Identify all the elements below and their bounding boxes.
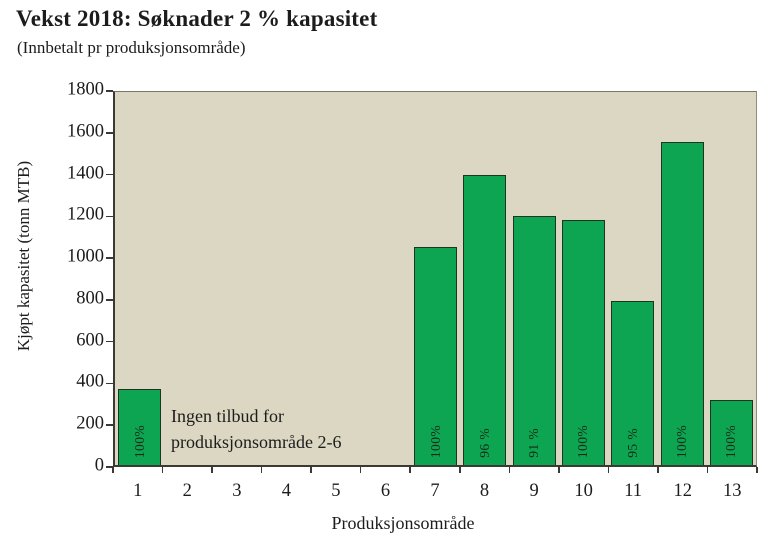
x-tick-label: 1 (133, 481, 143, 501)
bar-area-7 (414, 247, 457, 465)
bar-percent-label-wrap (464, 428, 505, 458)
plot-area (113, 91, 757, 467)
bar-area-13 (710, 400, 753, 465)
x-tick-mark (112, 467, 114, 473)
bar-percent-label-wrap (415, 425, 456, 458)
bar-percent-label-wrap (711, 425, 752, 458)
bar-percent-label: 95 % (624, 428, 640, 458)
x-tick-mark (558, 467, 560, 473)
bar-area-10 (562, 220, 605, 465)
x-tick-mark (459, 467, 461, 473)
bar-area-12 (661, 142, 704, 465)
bar-area-11 (611, 301, 654, 465)
x-tick-label: 10 (574, 481, 593, 501)
x-tick-label: 5 (331, 481, 341, 501)
bar-percent-label-wrap (119, 425, 160, 458)
chart-title: Vekst 2018: Søknader 2 % kapasitet (16, 6, 378, 31)
x-tick-mark (756, 467, 758, 473)
x-tick-mark (162, 467, 164, 473)
y-tick-mark (106, 257, 113, 259)
x-tick-label: 7 (430, 481, 440, 501)
x-tick-mark (310, 467, 312, 473)
y-tick-mark (106, 90, 113, 92)
annotation-line-1: Ingen tilbud for (171, 406, 284, 426)
x-tick-mark (360, 467, 362, 473)
x-tick-mark (211, 467, 213, 473)
x-tick-label: 8 (479, 481, 490, 501)
x-tick-label: 4 (281, 481, 291, 501)
y-tick-mark (106, 424, 113, 426)
y-tick-label: 1000 (67, 246, 104, 267)
bar-area-8 (463, 175, 506, 465)
y-tick-label: 1200 (67, 204, 104, 225)
x-tick-label: 13 (722, 481, 742, 501)
bar-percent-label: 100% (674, 424, 690, 458)
x-tick-mark (707, 467, 709, 473)
bar-percent-label: 100% (427, 424, 443, 458)
annotation-line-2: produksjonsområde 2-6 (171, 431, 342, 452)
x-tick-label: 11 (624, 481, 643, 501)
annotation-no-offers (171, 404, 341, 455)
y-tick-label: 400 (76, 372, 104, 393)
x-tick-mark (261, 467, 263, 473)
y-tick-mark (106, 216, 113, 218)
bar-percent-label-wrap (612, 428, 653, 458)
bar-percent-label: 91 % (526, 428, 542, 458)
y-tick-label: 800 (76, 288, 104, 309)
y-tick-mark (106, 132, 113, 134)
x-axis-title: Produksjonsområde (331, 513, 475, 533)
y-axis-title: Kjøpt kapasitet (tonn MTB) (14, 160, 33, 352)
bar-percent-label-wrap (662, 425, 703, 458)
bar-percent-label: 96 % (476, 428, 492, 458)
bar-percent-label: 100% (723, 424, 739, 458)
y-tick-label: 600 (76, 330, 104, 351)
y-tick-mark (106, 299, 113, 301)
y-tick-label: 1600 (67, 121, 104, 142)
bar-area-9 (513, 216, 556, 465)
y-tick-label: 0 (94, 455, 104, 476)
y-tick-label: 1400 (67, 163, 104, 184)
y-tick-mark (106, 174, 113, 176)
x-tick-mark (608, 467, 610, 473)
x-tick-mark (509, 467, 511, 473)
bar-percent-label-wrap (563, 425, 604, 458)
x-tick-label: 9 (529, 481, 539, 501)
y-tick-label: 1800 (67, 79, 104, 100)
x-tick-mark (657, 467, 659, 473)
x-tick-label: 12 (673, 481, 692, 501)
x-tick-label: 2 (182, 481, 192, 501)
y-tick-mark (106, 341, 113, 343)
chart-subtitle: (Innbetalt pr produksjonsområde) (17, 38, 246, 57)
y-tick-label: 200 (76, 413, 104, 434)
bar-percent-label: 100% (131, 424, 147, 458)
x-tick-mark (409, 467, 411, 473)
x-tick-label: 3 (232, 481, 242, 501)
bar-percent-label: 100% (575, 424, 591, 458)
x-tick-label: 6 (380, 481, 391, 501)
bar-percent-label-wrap (514, 428, 555, 458)
y-tick-mark (106, 383, 113, 385)
bar-area-1 (118, 389, 161, 465)
